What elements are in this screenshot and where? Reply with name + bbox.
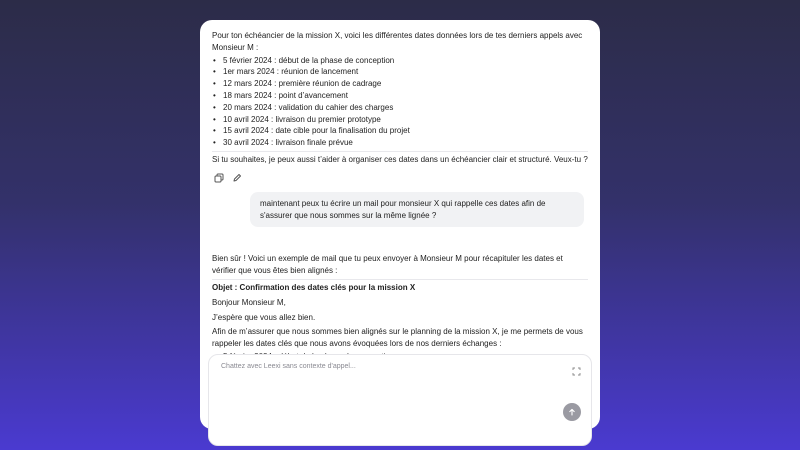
list-item: • 1er mars 2024 : réunion de lancement: [212, 66, 588, 78]
list-item: • 5 février 2024 : début de la phase de conception: [212, 55, 588, 67]
mail-paragraph: Afin de m’assurer que nous sommes bien alignés sur le planning de la mission X, je me permets de vous rappeler les dates clés que nous avons évoquées lors de nos derniers échanges :: [212, 327, 583, 349]
send-button[interactable]: [563, 403, 581, 421]
divider: [212, 151, 588, 152]
chat-composer[interactable]: [208, 354, 592, 446]
conversation-scroll-area[interactable]: [200, 20, 600, 354]
mail-line: J’espère que vous allez bien.: [212, 312, 316, 322]
mail-greeting: Bonjour Monsieur M,: [212, 297, 286, 307]
list-item: • 30 avril 2024 : livraison finale prévue: [212, 137, 588, 149]
divider: [212, 279, 588, 280]
dates-list: [212, 55, 588, 149]
assistant-message-outro: Si tu souhaites, je peux aussi t’aider à organiser ces dates dans un échéancier clair et structuré. Veux-tu ?: [212, 154, 588, 164]
assistant-reply: [212, 253, 588, 362]
expand-icon[interactable]: [572, 363, 581, 372]
list-item: • 15 avril 2024 : date cible pour la finalisation du projet: [212, 125, 588, 137]
assistant-message-intro: Pour ton échéancier de la mission X, voici les différentes dates données lors de tes derniers appels avec Monsieur M :: [212, 31, 583, 52]
chat-panel: [200, 20, 600, 429]
reply-intro: Bien sûr ! Voici un exemple de mail que tu peux envoyer à Monsieur M pour récapituler les dates et vérifier que vous êtes bien alignés :: [212, 254, 563, 276]
user-message-text: maintenant peux tu écrire un mail pour monsieur X qui rappelle ces dates afin de s'assurer que nous sommes sur la même lignée ?: [260, 198, 546, 220]
list-item: • 12 mars 2024 : première réunion de cadrage: [212, 78, 588, 90]
mail-subject: Objet : Confirmation des dates clés pour la mission X: [212, 282, 416, 292]
list-item: • 10 avril 2024 : livraison du premier prototype: [212, 114, 588, 126]
list-item: • 18 mars 2024 : point d’avancement: [212, 90, 588, 102]
user-message-bubble: [250, 192, 584, 228]
message-actions: [212, 172, 588, 184]
arrow-up-icon: [568, 408, 576, 416]
chat-input-placeholder[interactable]: Chattez avec Leexi sans contexte d'appel...: [221, 363, 356, 370]
list-item: • 20 mars 2024 : validation du cahier des charges: [212, 102, 588, 114]
pencil-icon[interactable]: [232, 173, 242, 183]
copy-icon[interactable]: [214, 173, 224, 183]
